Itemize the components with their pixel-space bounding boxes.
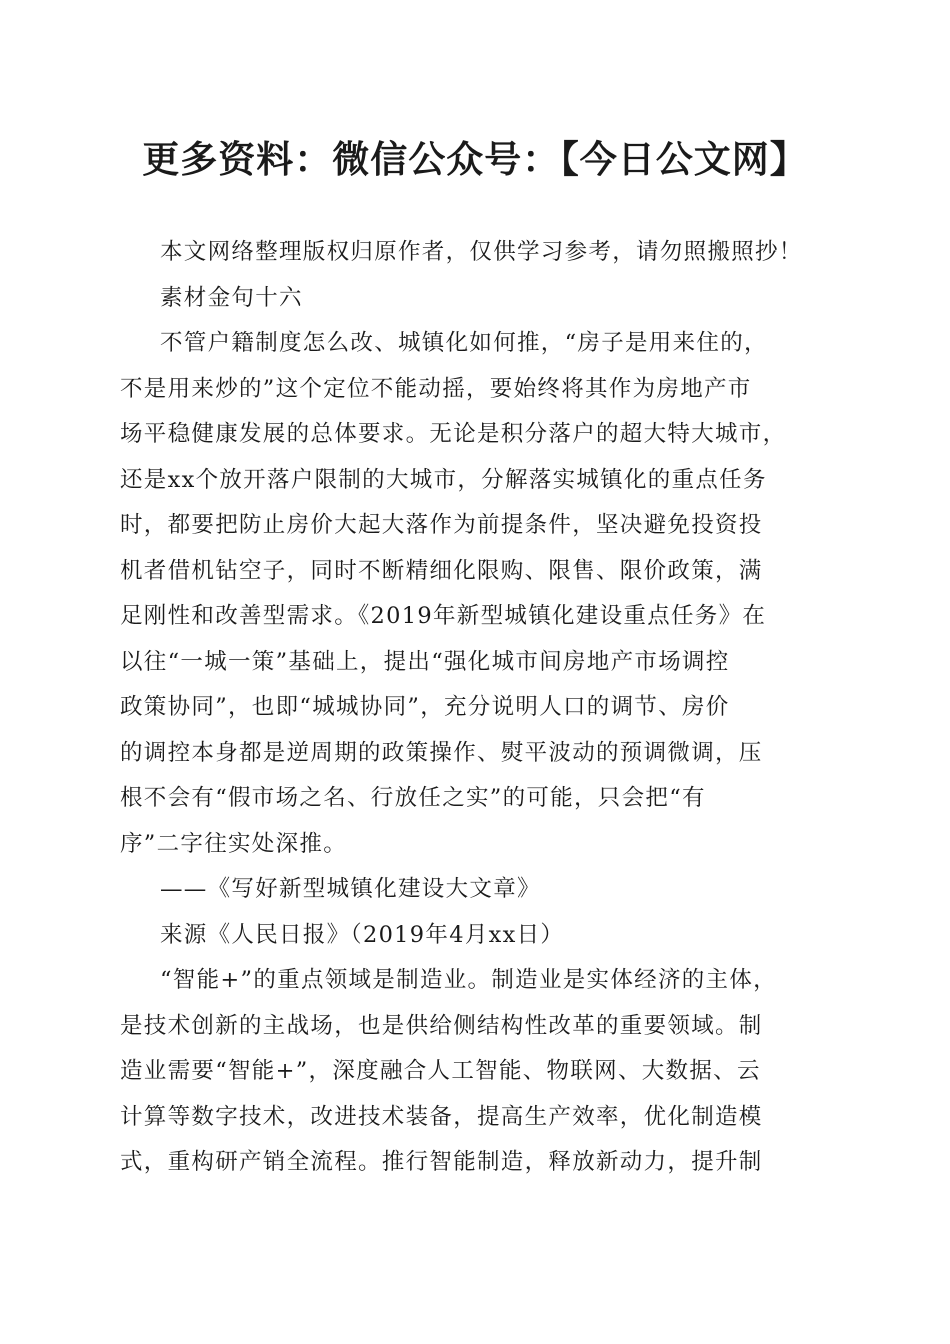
source-line: 来源《人民日报》（2019年4月xx日） bbox=[160, 921, 565, 948]
section-heading: 素材金句十六 bbox=[160, 284, 303, 311]
paragraph-line: 机者借机钻空子，同时不断精细化限购、限售、限价政策，满 bbox=[120, 557, 763, 584]
article-title-line: ——《写好新型城镇化建设大文章》 bbox=[160, 876, 541, 902]
paragraph-line: 计算等数字技术，改进技术装备，提高生产效率，优化制造模 bbox=[120, 1103, 763, 1130]
paragraph-line: 时，都要把防止房价大起大落作为前提条件，坚决避免投资投 bbox=[120, 512, 763, 538]
paragraph-line: 以往“一城一策”基础上，提出“强化城市间房地产市场调控 bbox=[120, 648, 730, 675]
paragraph-line: 序”二字往实处深推。 bbox=[120, 830, 348, 857]
paragraph-line: 场平稳健康发展的总体要求。无论是积分落户的超大特大城市， bbox=[120, 421, 787, 447]
paragraph-line: 造业需要“智能+”，深度融合人工智能、物联网、大数据、云 bbox=[120, 1058, 761, 1084]
paragraph-line: “智能+”的重点领域是制造业。制造业是实体经济的主体， bbox=[160, 967, 777, 993]
paragraph-line: 式，重构研产销全流程。推行智能制造，释放新动力，提升制 bbox=[120, 1149, 763, 1175]
paragraph-line: 根不会有“假市场之名、行放任之实”的可能，只会把“有 bbox=[120, 785, 706, 811]
paragraph-line: 足刚性和改善型需求。《2019年新型城镇化建设重点任务》在 bbox=[120, 603, 767, 629]
paragraph-line: 的调控本身都是逆周期的政策操作、熨平波动的预调微调，压 bbox=[120, 739, 763, 766]
document-body bbox=[120, 230, 834, 1186]
disclaimer-line: 本文网络整理版权归原作者，仅供学习参考，请勿照搬照抄！ bbox=[160, 239, 803, 265]
paragraph-line: 政策协同”，也即“城城协同”，充分说明人口的调节、房价 bbox=[120, 694, 730, 720]
paragraph-line: 不是用来炒的”这个定位不能动摇，要始终将其作为房地产市 bbox=[120, 375, 752, 402]
paragraph-line: 不管户籍制度怎么改、城镇化如何推，“房子是用来住的， bbox=[160, 330, 768, 356]
paragraph-line: 还是xx个放开落户限制的大城市，分解落实城镇化的重点任务 bbox=[120, 466, 767, 493]
page-title: 更多资料：微信公众号：【今日公文网】 bbox=[142, 138, 808, 181]
paragraph-line: 是技术创新的主战场，也是供给侧结构性改革的重要领域。制 bbox=[120, 1012, 763, 1039]
